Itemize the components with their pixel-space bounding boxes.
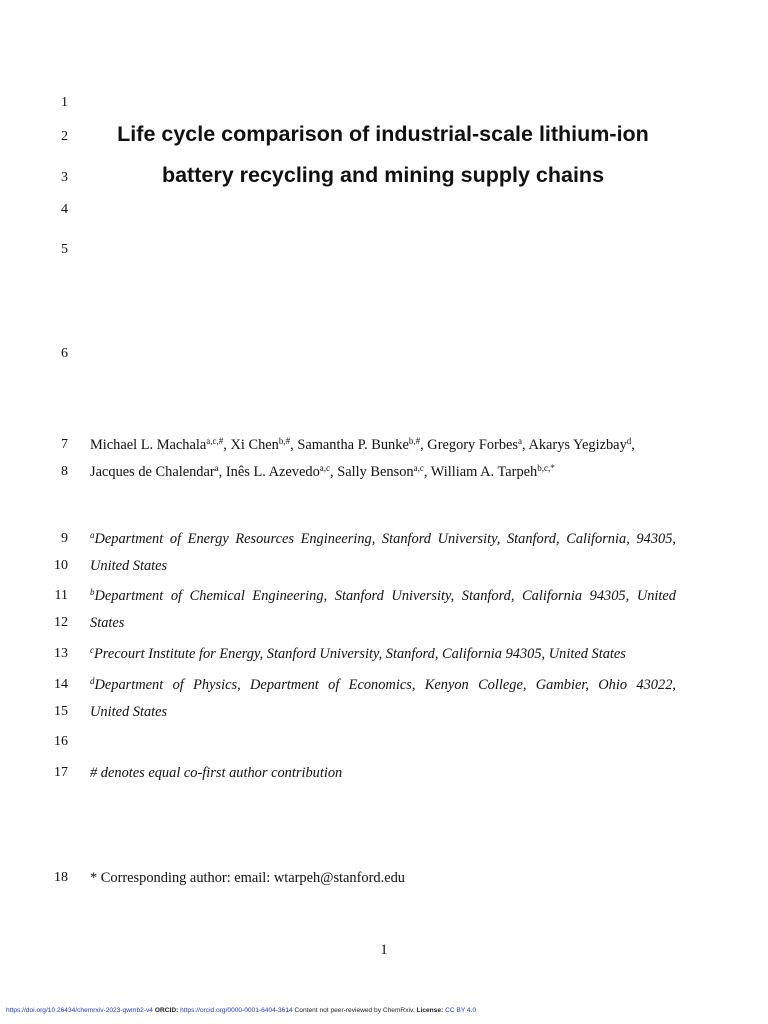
page-number: 1 xyxy=(380,942,388,958)
line-number: 10 xyxy=(54,558,68,573)
line-number: 5 xyxy=(61,242,68,257)
affiliation-mark: a xyxy=(90,530,95,540)
affiliation-a-line-1 xyxy=(90,530,676,548)
line-number: 2 xyxy=(61,129,68,144)
author-name: Sally Benson xyxy=(337,464,414,480)
line-number: 16 xyxy=(54,734,68,749)
separator: , xyxy=(218,464,226,480)
separator: , xyxy=(223,437,231,453)
separator: , xyxy=(631,437,635,453)
line-number: 14 xyxy=(54,677,68,692)
author-name: Inês L. Azevedo xyxy=(225,464,320,480)
line-number: 8 xyxy=(61,464,68,479)
line-number: 11 xyxy=(54,588,68,603)
author-name: Jacques de Chalendar xyxy=(90,464,215,480)
author-affiliation-mark: a,c xyxy=(319,463,331,473)
affiliation-d-line-1 xyxy=(90,676,676,694)
affiliation-c xyxy=(90,645,626,663)
author-affiliation-mark: a,c xyxy=(413,463,424,473)
affiliation-text: Department of Physics, Department of Economics, Kenyon College, Gambier, Ohio 43022, xyxy=(94,677,676,693)
author-affiliation-mark: b,# xyxy=(408,436,421,446)
author-name: Xi Chen xyxy=(230,437,279,453)
line-number: 12 xyxy=(54,615,68,630)
orcid-label: ORCID: xyxy=(154,1007,179,1014)
doi-link[interactable]: https://doi.org/10.26434/chemrxiv-2023-qwmb2-v4 xyxy=(6,1007,153,1014)
license-link[interactable]: CC BY 4.0 xyxy=(445,1007,477,1014)
author-affiliation-mark: b,# xyxy=(278,436,291,446)
author-name: Akarys Yegizbay xyxy=(528,437,627,453)
author-name: William A. Tarpeh xyxy=(430,464,538,480)
line-number: 3 xyxy=(61,170,68,185)
author-name: Michael L. Machala xyxy=(90,437,207,453)
author-list-line-2 xyxy=(90,463,555,481)
line-number: 1 xyxy=(61,95,68,110)
affiliation-mark: b xyxy=(90,587,95,597)
line-number: 13 xyxy=(54,646,68,661)
line-number: 17 xyxy=(54,765,68,780)
review-note: Content not peer-reviewed by ChemRxiv. xyxy=(294,1007,415,1014)
orcid-link[interactable]: https://orcid.org/0000-0001-6404-3614 xyxy=(180,1007,293,1014)
separator: , xyxy=(522,437,529,453)
paper-title-line-2: battery recycling and mining supply chains xyxy=(161,163,605,187)
affiliation-b-line-2: States xyxy=(90,615,125,631)
affiliation-mark: c xyxy=(90,645,94,655)
line-number: 18 xyxy=(54,870,68,885)
author-affiliation-mark: b,c,* xyxy=(537,463,555,473)
author-affiliation-mark: a,c,# xyxy=(206,436,224,446)
line-number: 6 xyxy=(61,346,68,361)
author-list-line-1 xyxy=(90,436,635,454)
affiliation-d-line-2: United States xyxy=(90,704,168,720)
affiliation-text: Department of Chemical Engineering, Stanford University, Stanford, California 94305, United xyxy=(94,588,676,604)
author-name: Samantha P. Bunke xyxy=(297,437,409,453)
separator: , xyxy=(420,437,428,453)
affiliation-mark: d xyxy=(90,676,95,686)
affiliation-a-line-2: United States xyxy=(90,558,168,574)
line-number: 9 xyxy=(61,531,68,546)
separator: , xyxy=(330,464,338,480)
affiliation-b-line-1 xyxy=(90,587,676,605)
affiliation-text: Department of Energy Resources Engineering, Stanford University, Stanford, California, 94305, xyxy=(94,531,676,547)
author-affiliation-mark: a xyxy=(518,436,523,446)
affiliation-text: Precourt Institute for Energy, Stanford University, Stanford, California 94305, United States xyxy=(94,646,626,662)
author-affiliation-mark: d xyxy=(626,436,632,446)
separator: , xyxy=(423,464,431,480)
equal-contribution-note: # denotes equal co-first author contribution xyxy=(90,765,343,781)
line-number: 4 xyxy=(61,202,68,217)
author-name: Gregory Forbes xyxy=(427,437,519,453)
line-number: 7 xyxy=(61,437,68,452)
corresponding-author: * Corresponding author: email: wtarpeh@stanford.edu xyxy=(90,870,405,886)
author-affiliation-mark: a xyxy=(214,463,219,473)
license-label: License: xyxy=(416,1007,444,1014)
separator: , xyxy=(290,437,298,453)
line-number: 15 xyxy=(54,704,68,719)
preprint-footer xyxy=(6,1006,476,1015)
paper-title-line-1: Life cycle comparison of industrial-scale lithium-ion xyxy=(117,122,649,146)
